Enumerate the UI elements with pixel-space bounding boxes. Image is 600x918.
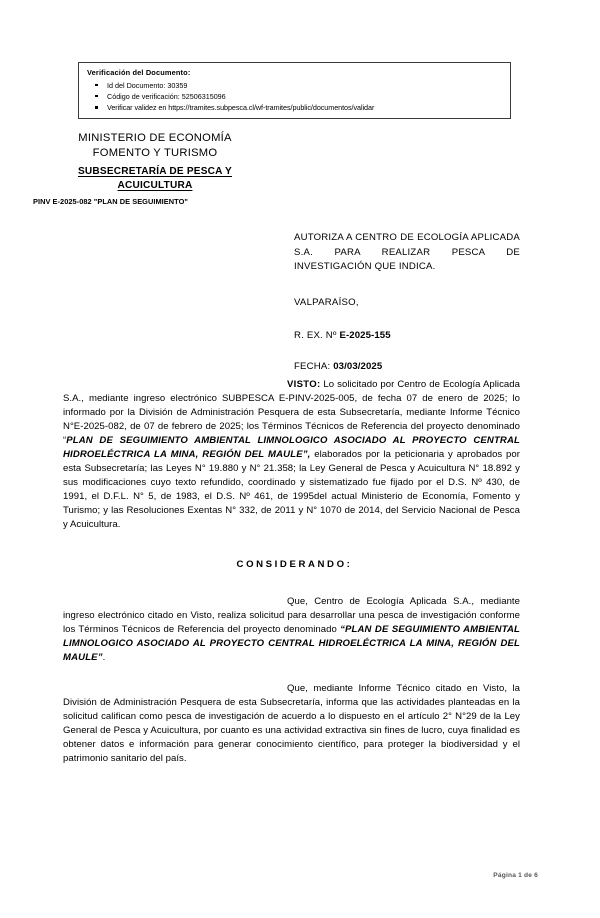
resolution-number-label: R. EX. Nº — [294, 329, 340, 341]
resolution-header — [294, 231, 520, 372]
document-verification-box — [78, 62, 511, 119]
resolution-city: VALPARAÍSO, — [294, 296, 359, 308]
verification-list — [87, 80, 504, 113]
visto-text-part2: elaborados por la peticionaria y aprobados por esta Subsecretaría; las Leyes N° 19.880 y N° 21.358; la Ley General de Pesca y Acuicultura N° 18.892 y sus modificaciones cuyo texto refundido, coordinado y sistematizado fue fijado por el D.S. Nº 430, de 1991, el D.F.L. N° 5, de 1983, el D.S. Nº 461, de 1995del actual Ministerio de Economía, Fomento y Turismo; y las Resoluciones Exentas N° 332, de 2011 y N° 1070 de 2014, del Servicio Nacional de Pesca y Acuicultura. — [63, 449, 520, 531]
paragraph-considerando-1 — [63, 595, 520, 665]
visto-text-part1: Lo solicitado por Centro de Ecología Aplicada S.A., mediante ingreso electrónico SUBPESCA E-PINV-2025-005, de fecha 07 de enero de 2025; lo informado por la División de Administración Pesquera de esta Subsecretaría, mediante Informe Técnico N°E-2025-082, de 07 de febrero de 2025; los Términos Técnicos de Referencia del proyecto denominado “ — [63, 379, 520, 447]
page-footer: Página 1 de 6 — [493, 872, 538, 879]
considerando1-text-part1: Que, Centro de Ecología Aplicada S.A., mediante ingreso electrónico citado en Visto, realiza solicitud para desarrollar una pesca de investigación conforme los Términos Técnicos de Referencia del proyecto denominado — [63, 596, 520, 636]
pinv-reference: PINV E-2025-082 "PLAN DE SEGUIMIENTO" — [33, 197, 188, 207]
considerando1-text-part2: . — [102, 652, 106, 664]
resolution-number-value: E-2025-155 — [339, 329, 391, 341]
visto-project-title: PLAN DE SEGUIMIENTO AMBIENTAL LIMNOLOGICO ASOCIADO AL PROYECTO CENTRAL HIDROELÉCTRICA LA MINA, REGIÓN DEL MAULE”, — [63, 435, 520, 461]
visto-label: VISTO: — [287, 379, 321, 390]
considerando-heading: CONSIDERANDO: — [236, 559, 353, 571]
paragraph-visto — [63, 378, 520, 532]
verification-document-id: Id del Documento: 30359 — [87, 80, 504, 91]
verification-title: Verificación del Documento: — [87, 68, 191, 77]
resolution-date-label: FECHA: — [294, 360, 334, 372]
subsecretaria-line1: SUBSECRETARÍA DE PESCA Y — [78, 166, 232, 178]
verification-code: Código de verificación: 52506315096 — [87, 91, 504, 102]
document-body — [63, 378, 520, 766]
considerando1-project-title: “PLAN DE SEGUIMIENTO AMBIENTAL LIMNOLOGICO ASOCIADO AL PROYECTO CENTRAL HIDROELÉCTRICA LA MINA, REGIÓN DEL MAULE” — [63, 624, 520, 664]
ministry-name-line2: FOMENTO Y TURISMO — [92, 147, 218, 160]
subsecretaria-name — [33, 165, 277, 192]
resolution-subject: AUTORIZA A CENTRO DE ECOLOGÍA APLICADA S.A. PARA REALIZAR PESCA DE INVESTIGACIÓN QUE INDICA. — [294, 232, 520, 273]
paragraph-considerando-2: Que, mediante Informe Técnico citado en Visto, la División de Administración Pesquera de esta Subsecretaría, informa que las actividades planteadas en la solicitud califican como pesca de investigación de acuerdo a lo dispuesto en el artículo 2° N°29 de la Ley General de Pesca y Acuicultura, por cuanto es una actividad extractiva sin fines de lucro, cuya finalidad es obtener datos e información para generar conocimiento científico, para proteger la biodiversidad y el patrimonio sanitario del país. — [63, 682, 520, 764]
resolution-date-value: 03/03/2025 — [333, 360, 383, 372]
letterhead — [33, 131, 277, 206]
subsecretaria-line2: ACUICULTURA — [117, 179, 193, 191]
resolution-number-line — [294, 330, 520, 341]
ministry-name-line1: MINISTERIO DE ECONOMÍA — [78, 132, 232, 144]
verification-url: Verificar validez en https://tramites.subpesca.cl/wf-tramites/public/documentos/validar — [87, 102, 504, 113]
resolution-date-line — [294, 361, 520, 372]
